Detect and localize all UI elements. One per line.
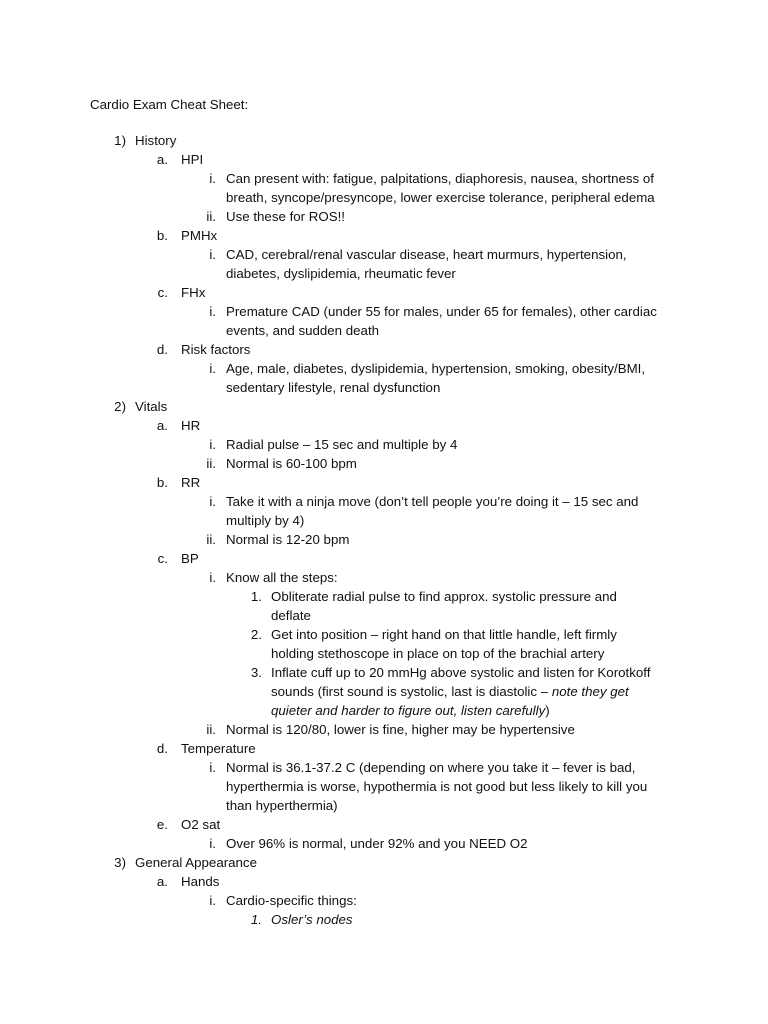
- step-text-italic: note they get: [551, 684, 629, 699]
- point-text: hyperthermia is worse, hypothermia is not good but less likely to kill you: [226, 779, 648, 794]
- item-number: a.: [156, 152, 168, 167]
- item-label: RR: [181, 475, 201, 490]
- point-text: sedentary lifestyle, renal dysfunction: [226, 380, 441, 395]
- point-text: Over 96% is normal, under 92% and you NEED O2: [226, 836, 528, 851]
- point-number: i.: [209, 836, 216, 851]
- step-text: holding stethoscope in place on top of the brachial artery: [271, 646, 605, 661]
- point-number: ii.: [206, 209, 216, 224]
- step-number: 1.: [250, 912, 262, 927]
- step-text: Inflate cuff up to 20 mmHg above systolic and listen for Korotkoff: [271, 665, 651, 680]
- item-number: d.: [156, 741, 168, 756]
- section-label: General Appearance: [135, 855, 257, 870]
- step-text-plain: ): [545, 703, 550, 718]
- point-number: i.: [209, 437, 216, 452]
- step-number: 3.: [250, 665, 262, 680]
- point-number: ii.: [206, 456, 216, 471]
- step-text: Osler’s nodes: [271, 912, 353, 927]
- item-number: b.: [156, 228, 168, 243]
- point-text: Use these for ROS!!: [226, 209, 345, 224]
- step-number: 2.: [250, 627, 262, 642]
- section-number: 2): [114, 399, 126, 414]
- point-text: events, and sudden death: [226, 323, 380, 338]
- section-label: History: [135, 133, 177, 148]
- item-label: PMHx: [181, 228, 218, 243]
- point-text: diabetes, dyslipidemia, rheumatic fever: [226, 266, 456, 281]
- item-number: a.: [156, 418, 168, 433]
- point-text: Normal is 36.1-37.2 C (depending on where you take it – fever is bad,: [226, 760, 636, 775]
- step-text-italic: quieter and harder to figure out, listen carefully: [271, 703, 546, 718]
- point-text: Age, male, diabetes, dyslipidemia, hypertension, smoking, obesity/BMI,: [226, 361, 646, 376]
- step-text-mixed: [271, 703, 550, 718]
- step-text: Get into position – right hand on that little handle, left firmly: [271, 627, 617, 642]
- point-number: i.: [209, 247, 216, 262]
- item-label: Risk factors: [181, 342, 251, 357]
- step-number: 1.: [250, 589, 262, 604]
- point-text: than hyperthermia): [226, 798, 338, 813]
- point-number: i.: [209, 494, 216, 509]
- point-text: CAD, cerebral/renal vascular disease, heart murmurs, hypertension,: [226, 247, 627, 262]
- point-text: multiply by 4): [226, 513, 305, 528]
- point-text: Normal is 120/80, lower is fine, higher may be hypertensive: [226, 722, 575, 737]
- point-number: i.: [209, 570, 216, 585]
- point-number: i.: [209, 760, 216, 775]
- step-text: deflate: [271, 608, 311, 623]
- item-number: c.: [157, 551, 168, 566]
- point-number: ii.: [206, 532, 216, 547]
- item-label: BP: [181, 551, 199, 566]
- point-text: Know all the steps:: [226, 570, 338, 585]
- point-text: Can present with: fatigue, palpitations, diaphoresis, nausea, shortness of: [226, 171, 654, 186]
- point-number: i.: [209, 304, 216, 319]
- item-number: d.: [156, 342, 168, 357]
- point-number: i.: [209, 893, 216, 908]
- section-number: 1): [114, 133, 126, 148]
- point-text: Take it with a ninja move (don’t tell people you’re doing it – 15 sec and: [226, 494, 639, 509]
- item-number: b.: [156, 475, 168, 490]
- item-label: HPI: [181, 152, 204, 167]
- document-title: Cardio Exam Cheat Sheet:: [90, 97, 249, 112]
- step-text-mixed: [271, 684, 629, 699]
- item-label: O2 sat: [181, 817, 221, 832]
- item-label: FHx: [181, 285, 206, 300]
- item-number: a.: [156, 874, 168, 889]
- item-label: Hands: [181, 874, 220, 889]
- point-text: Premature CAD (under 55 for males, under 65 for females), other cardiac: [226, 304, 657, 319]
- point-number: i.: [209, 171, 216, 186]
- point-text: Cardio-specific things:: [226, 893, 357, 908]
- item-number: c.: [157, 285, 168, 300]
- item-label: HR: [181, 418, 201, 433]
- step-text: Obliterate radial pulse to find approx. systolic pressure and: [271, 589, 617, 604]
- item-label: Temperature: [181, 741, 256, 756]
- step-text-plain: sounds (first sound is systolic, last is diastolic –: [271, 684, 552, 699]
- point-number: i.: [209, 361, 216, 376]
- section-number: 3): [114, 855, 126, 870]
- point-number: ii.: [206, 722, 216, 737]
- point-text: Normal is 12-20 bpm: [226, 532, 350, 547]
- point-text: Normal is 60-100 bpm: [226, 456, 357, 471]
- point-text: Radial pulse – 15 sec and multiple by 4: [226, 437, 458, 452]
- item-number: e.: [156, 817, 168, 832]
- point-text: breath, syncope/presyncope, lower exercise tolerance, peripheral edema: [226, 190, 655, 205]
- section-label: Vitals: [135, 399, 168, 414]
